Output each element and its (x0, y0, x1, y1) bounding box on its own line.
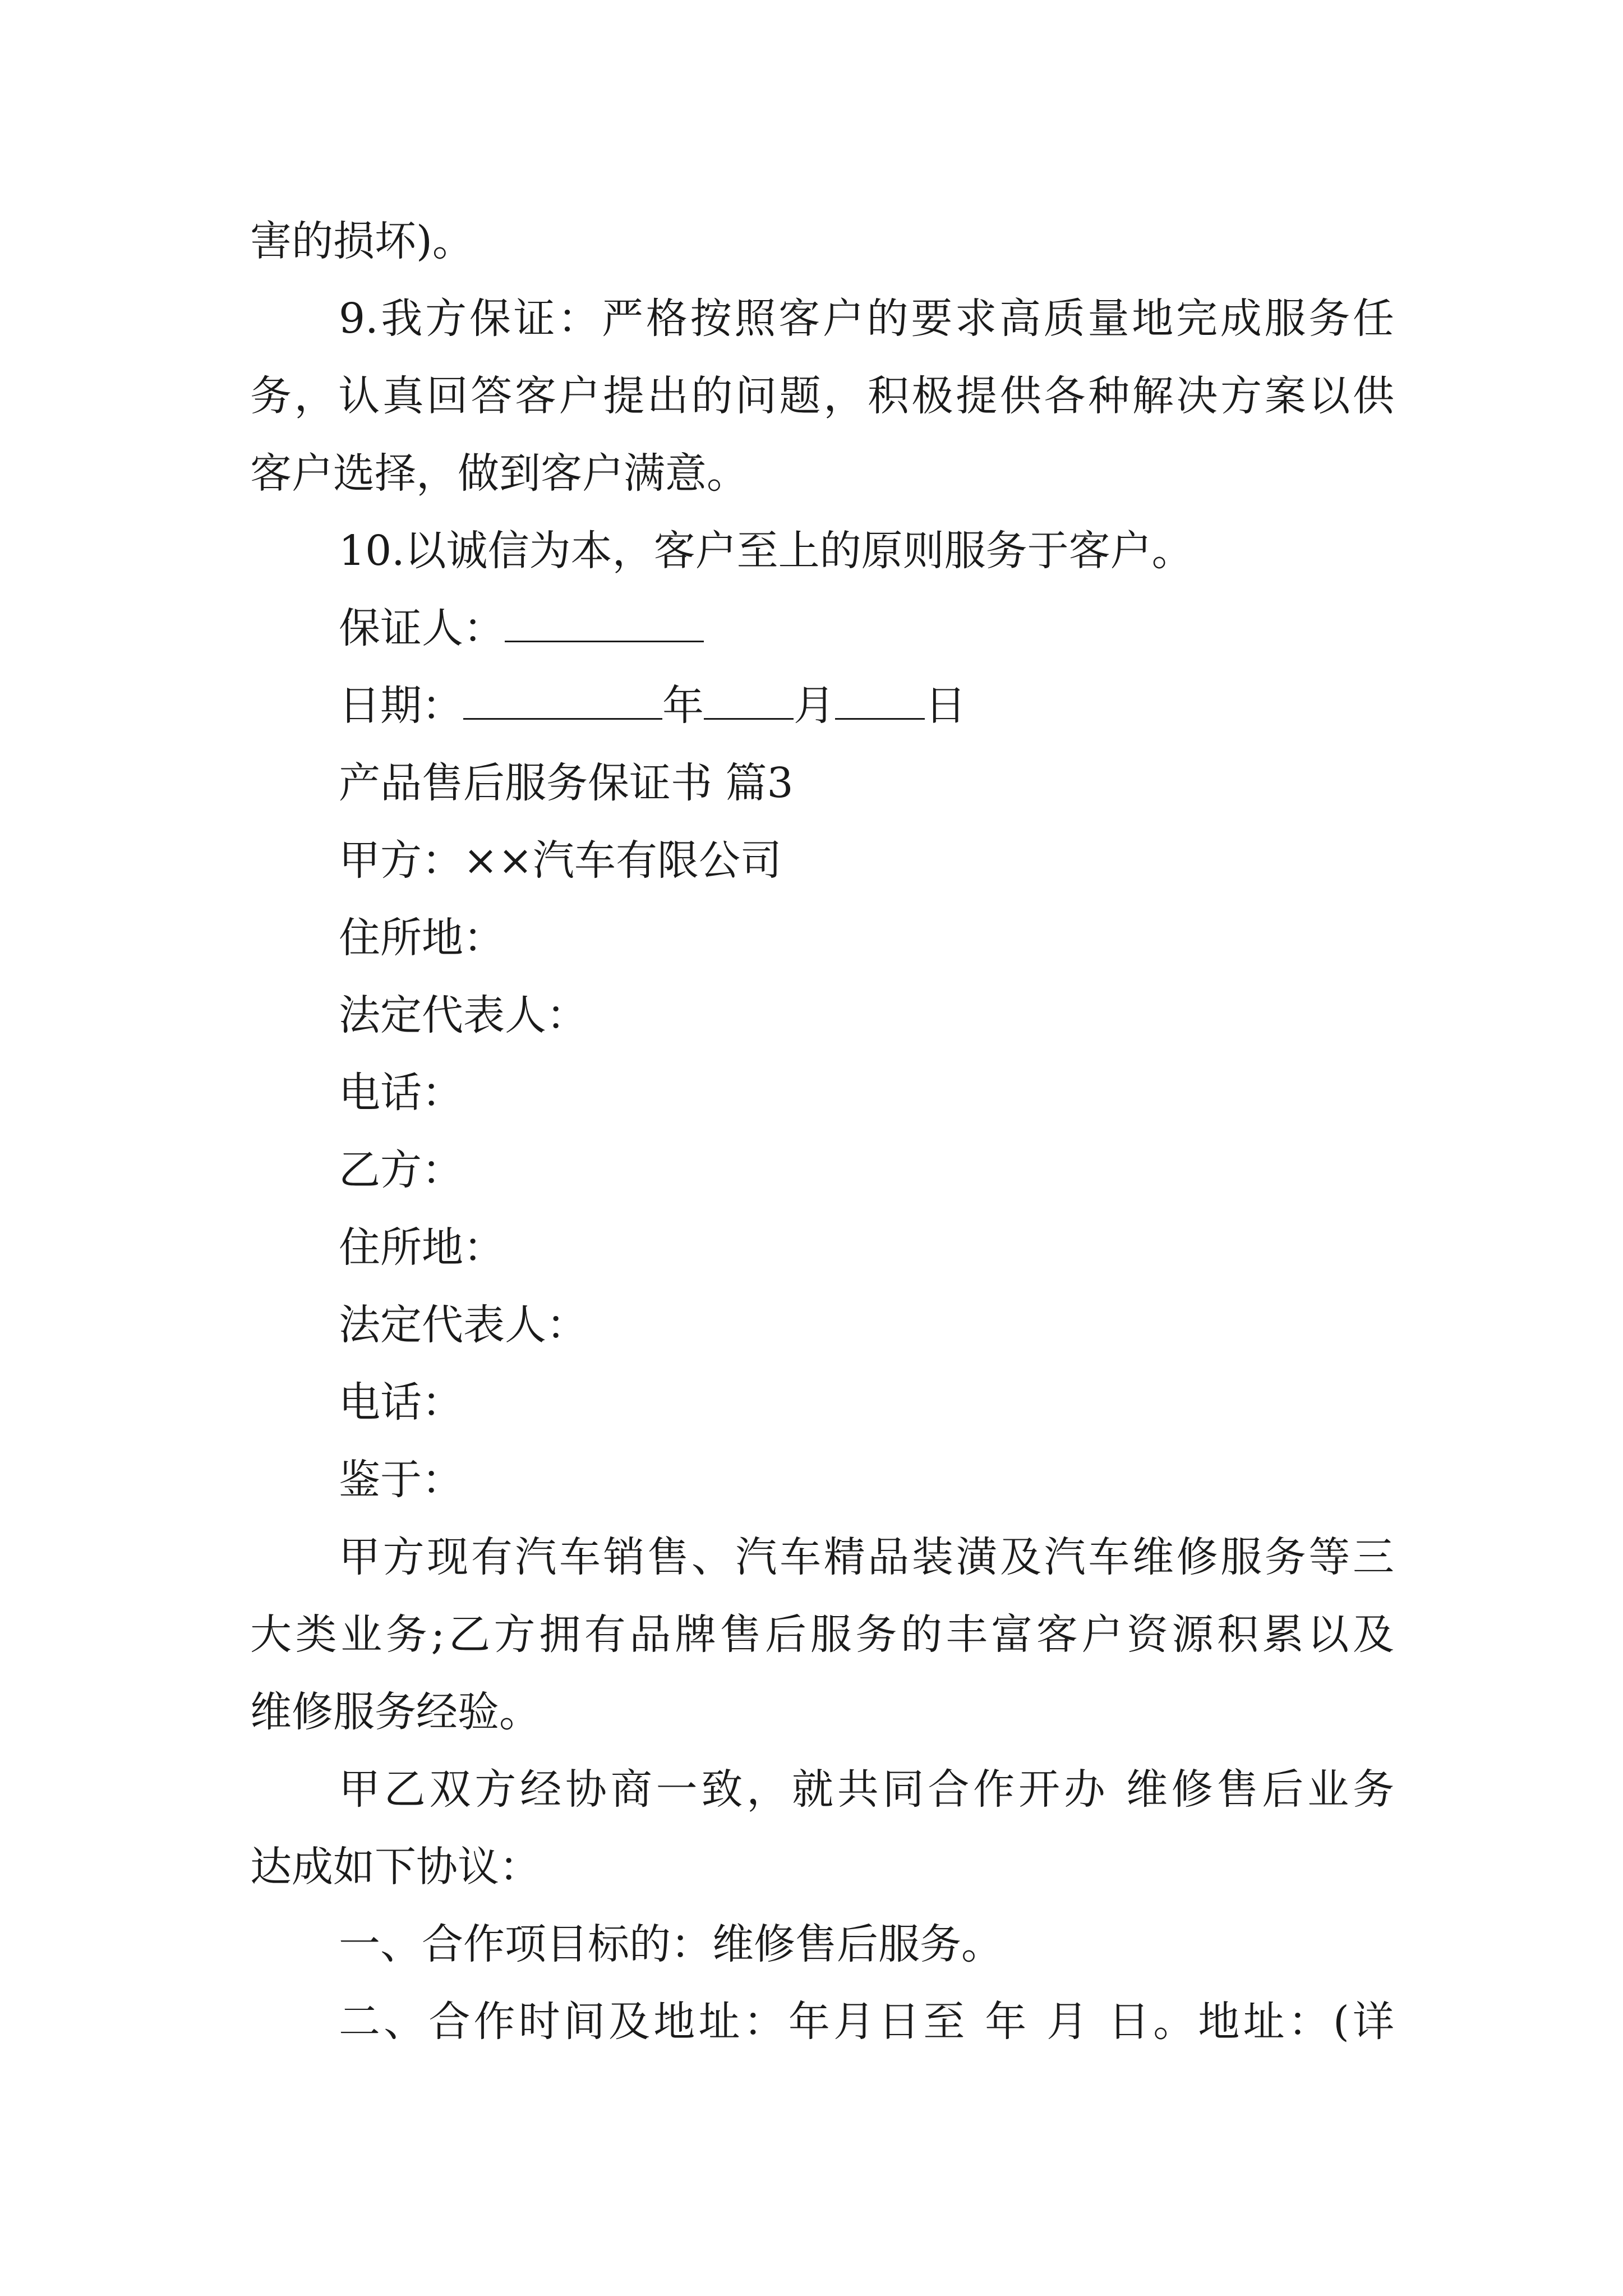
party-a-address: 住所地： (339, 914, 505, 962)
date-year-label: 年 (662, 682, 704, 730)
party-b-address: 住所地： (339, 1223, 505, 1272)
party-a-phone: 电话： (339, 1069, 463, 1117)
party-a: 甲方：××汽车有限公司 (339, 836, 782, 885)
date-line (339, 678, 1394, 734)
guarantor-blank (505, 604, 704, 642)
party-b: 乙方： (339, 1146, 463, 1194)
date-year-blank (463, 681, 662, 720)
item-10: 10.以诚信为本，客户至上的原则服务于客户。 (339, 527, 1193, 575)
item-9-line-3: 客户选择，做到客户满意。 (250, 449, 748, 498)
clause-1: 一、合作项目标的：维修售后服务。 (339, 1920, 1003, 1968)
para-2-line-1: 甲乙双方经协商一致，就共同合作开办 维修售后业务 (339, 1765, 1394, 1814)
para-2-line-2: 达成如下协议： (250, 1843, 541, 1891)
item-9-line-1: 9.我方保证：严格按照客户的要求高质量地完成服务任 (339, 295, 1394, 343)
guarantor-line (339, 600, 1394, 656)
whereas-heading: 鉴于： (339, 1456, 463, 1504)
date-day-label: 日 (925, 682, 966, 730)
date-month-blank (704, 681, 794, 720)
party-b-representative: 法定代表人： (339, 1301, 588, 1349)
para-1-line-1: 甲方现有汽车销售、汽车精品装潢及汽车维修服务等三 (339, 1533, 1394, 1581)
date-day-blank (835, 681, 925, 720)
para-1-line-3: 维修服务经验。 (250, 1688, 541, 1736)
paragraph-continuation: 害的损坏)。 (250, 217, 474, 265)
party-a-representative: 法定代表人： (339, 991, 588, 1039)
clause-2: 二、合作时间及地址：年月日至 年 月 日。地址：(详 (339, 1998, 1394, 2046)
date-label: 日期： (339, 682, 463, 730)
date-month-label: 月 (794, 682, 835, 730)
party-b-phone: 电话： (339, 1378, 463, 1427)
guarantor-label: 保证人： (339, 604, 505, 652)
item-9-line-2: 务，认真回答客户提出的问题，积极提供各种解决方案以供 (250, 372, 1394, 420)
para-1-line-2: 大类业务;乙方拥有品牌售后服务的丰富客户资源积累以及 (250, 1611, 1394, 1659)
section-title: 产品售后服务保证书 篇3 (339, 759, 794, 807)
